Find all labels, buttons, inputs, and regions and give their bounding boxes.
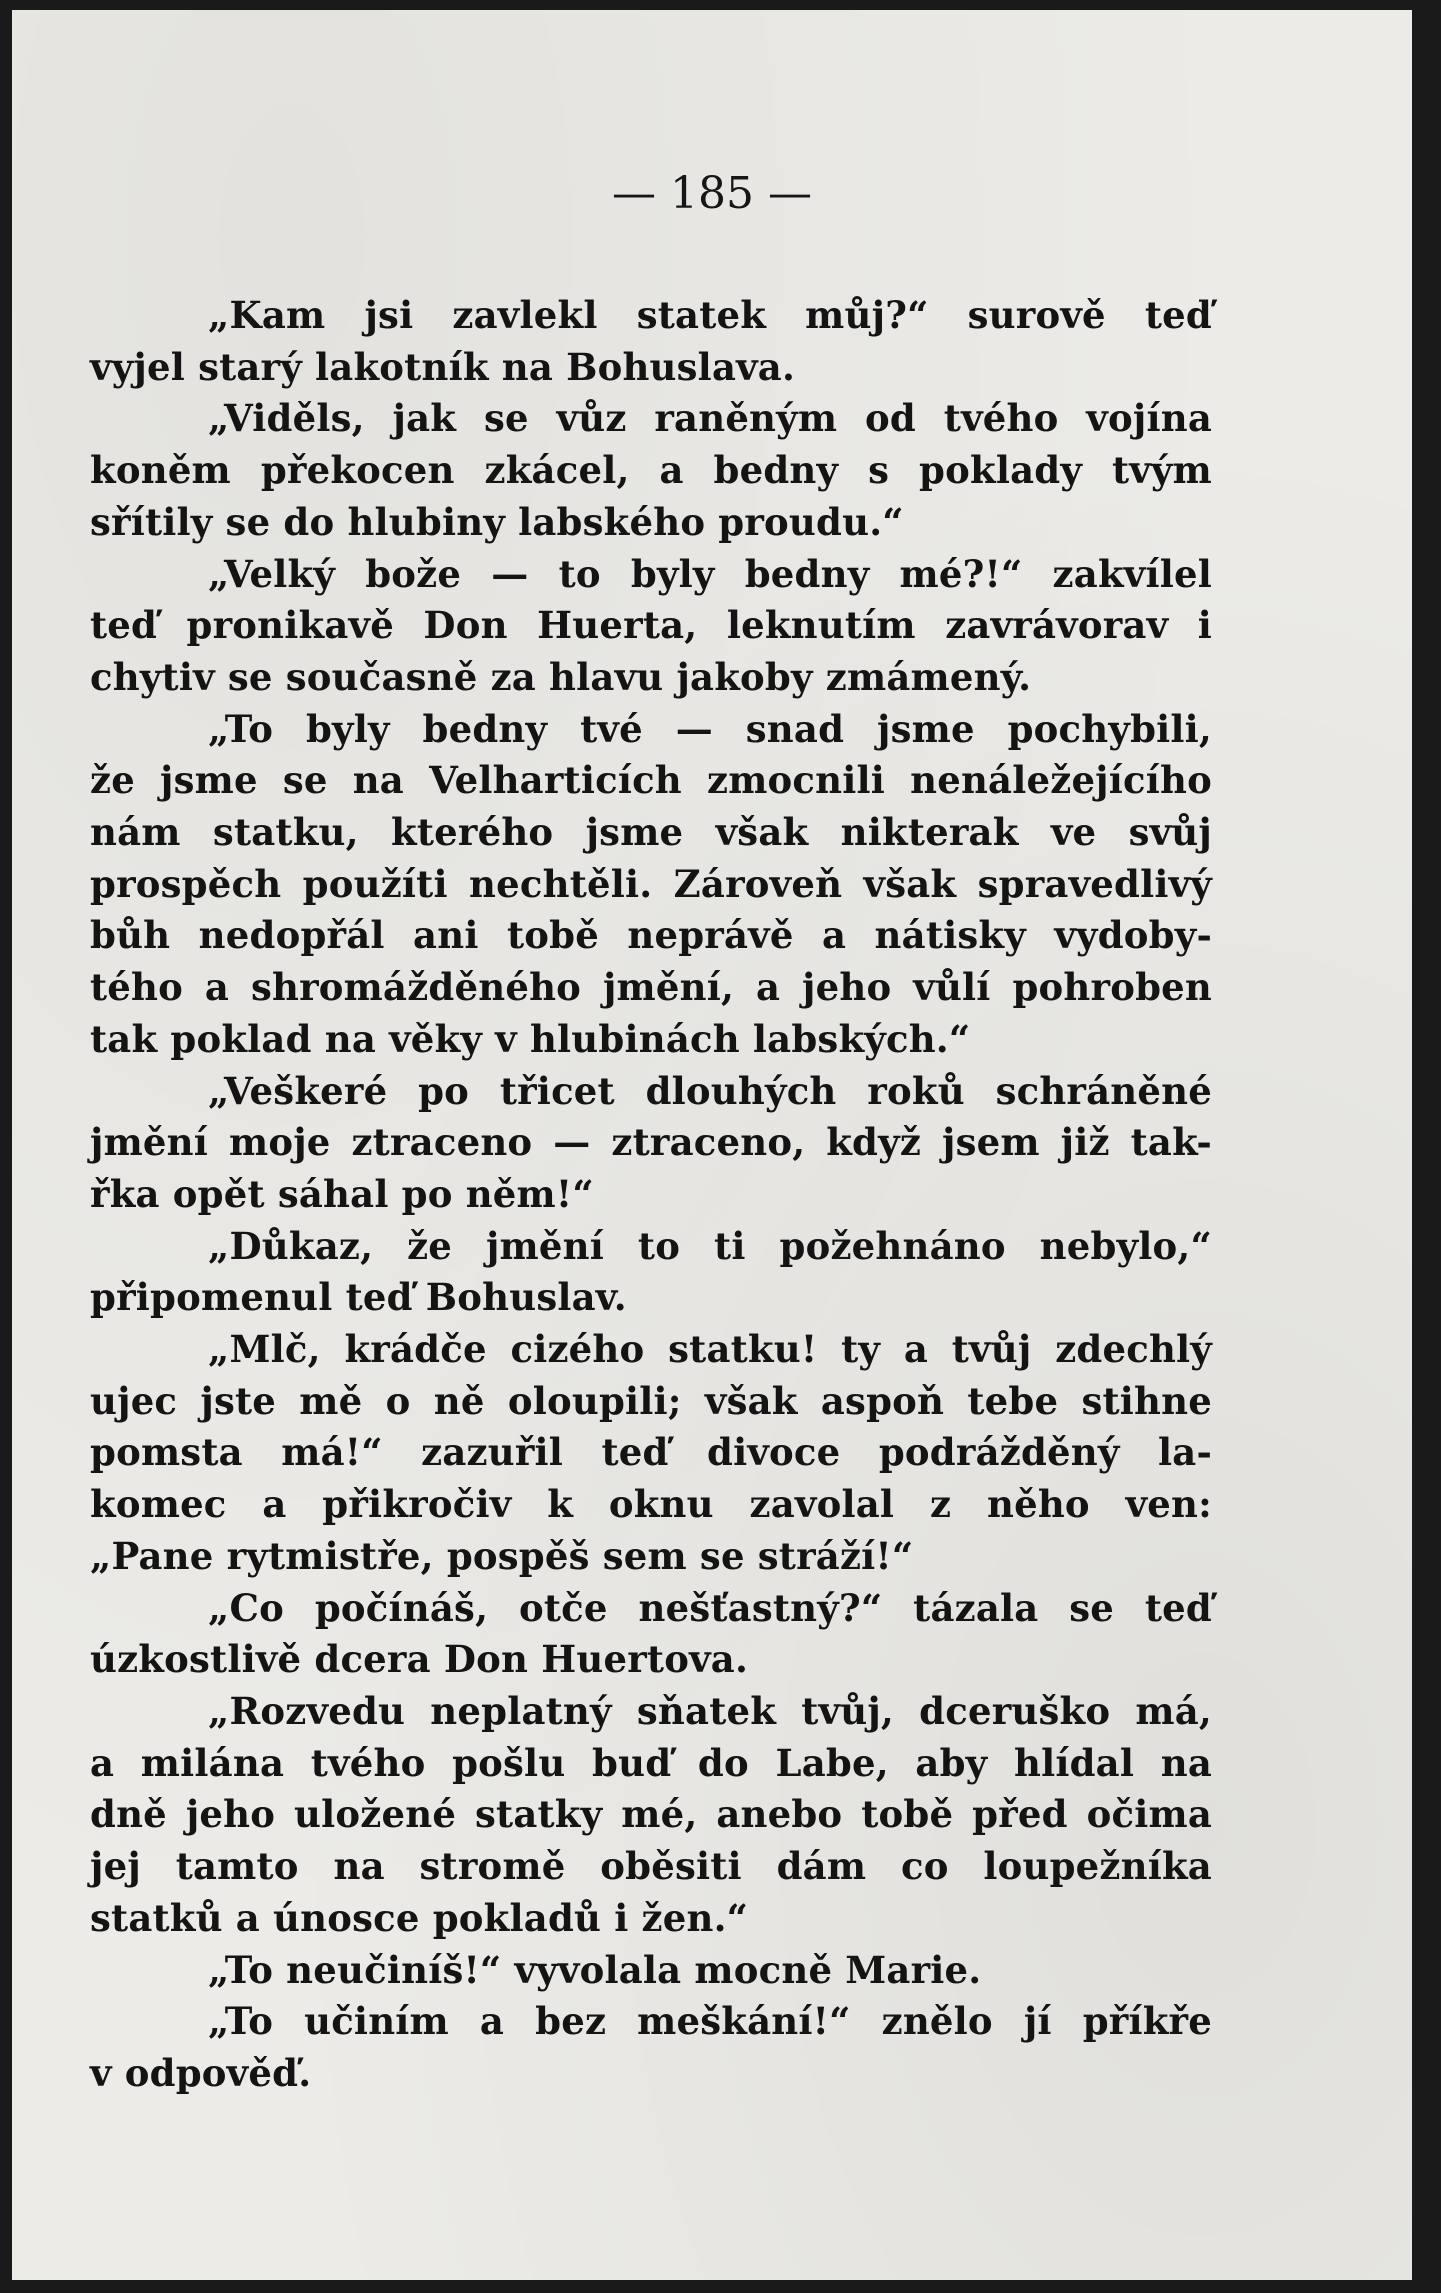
- text-line: jmění moje ztraceno — ztraceno, když jsem již tak-: [90, 1120, 1212, 1165]
- text-line: chytiv se současně za hlavu jakoby zmámený.: [90, 654, 1032, 699]
- body-text: [90, 290, 1212, 2100]
- text-line: připomenul teď Bohuslav.: [90, 1275, 627, 1320]
- text-line: „Rozvedu neplatný sňatek tvůj, dceruško má,: [208, 1688, 1212, 1733]
- text-line: „Kam jsi zavlekl statek můj?“ surově teď: [208, 293, 1212, 337]
- page-number: — 185 —: [612, 168, 812, 219]
- text-line: prospěch použíti nechtěli. Zároveň však spravedlivý: [90, 861, 1212, 906]
- text-line: jej tamto na stromě oběsiti dám co loupežníka: [90, 1844, 1212, 1889]
- text-line: „Pane rytmistře, pospěš sem se stráží!“: [90, 1533, 914, 1578]
- text-line: koněm překocen zkácel, a bedny s poklady tvým: [90, 448, 1212, 493]
- text-line: v odpověď.: [90, 2050, 312, 2095]
- text-line: sřítily se do hlubiny labského proudu.“: [90, 499, 904, 544]
- text-line: ujec jste mě o ně oloupili; však aspoň tebe stihne: [90, 1378, 1212, 1423]
- text-line: a milána tvého pošlu buď do Labe, aby hlídal na: [90, 1740, 1212, 1785]
- text-line: komec a přikročiv k oknu zavolal z něho ven:: [90, 1482, 1212, 1527]
- book-page: [12, 10, 1412, 2280]
- text-line: úzkostlivě dcera Don Huertova.: [90, 1637, 749, 1682]
- text-line: „Veškeré po třicet dlouhých roků schráněné: [208, 1068, 1212, 1113]
- text-line: „Viděls, jak se vůz raněným od tvého vojína: [208, 396, 1212, 441]
- text-line: „Co počínáš, otče nešťastný?“ tázala se teď: [208, 1585, 1212, 1630]
- text-line: statků a únosce pokladů i žen.“: [90, 1895, 749, 1940]
- text-line: „Velký bože — to byly bedny mé?!“ zakvílel: [208, 551, 1212, 596]
- text-line: „To byly bedny tvé — snad jsme pochybili,: [208, 706, 1212, 751]
- text-line: „Důkaz, že jmění to ti požehnáno nebylo,“: [208, 1223, 1212, 1268]
- text-line: „Mlč, krádče cizého statku! ty a tvůj zdechlý: [208, 1327, 1212, 1372]
- text-line: že jsme se na Velharticích zmocnili nenáležejícího: [90, 758, 1212, 803]
- text-line: vyjel starý lakotník na Bohuslava.: [90, 344, 796, 389]
- text-line: nám statku, kterého jsme však nikterak ve svůj: [90, 810, 1212, 855]
- text-line: „To neučiníš!“ vyvolala mocně Marie.: [208, 1947, 982, 1992]
- text-line: teď pronikavě Don Huerta, leknutím zavrávorav i: [90, 603, 1212, 648]
- text-line: tak poklad na věky v hlubinách labských.“: [90, 1016, 971, 1061]
- text-line: bůh nedopřál ani tobě neprávě a nátisky vydoby-: [90, 913, 1212, 958]
- text-line: „To učiním a bez meškání!“ znělo jí příkře: [208, 1999, 1212, 2044]
- text-line: pomsta má!“ zazuřil teď divoce podrážděný la-: [90, 1430, 1212, 1475]
- text-line: dně jeho uložené statky mé, anebo tobě před očima: [90, 1792, 1212, 1837]
- text-line: řka opět sáhal po něm!“: [90, 1171, 594, 1216]
- text-line: tého a shromážděného jmění, a jeho vůlí pohroben: [90, 965, 1212, 1010]
